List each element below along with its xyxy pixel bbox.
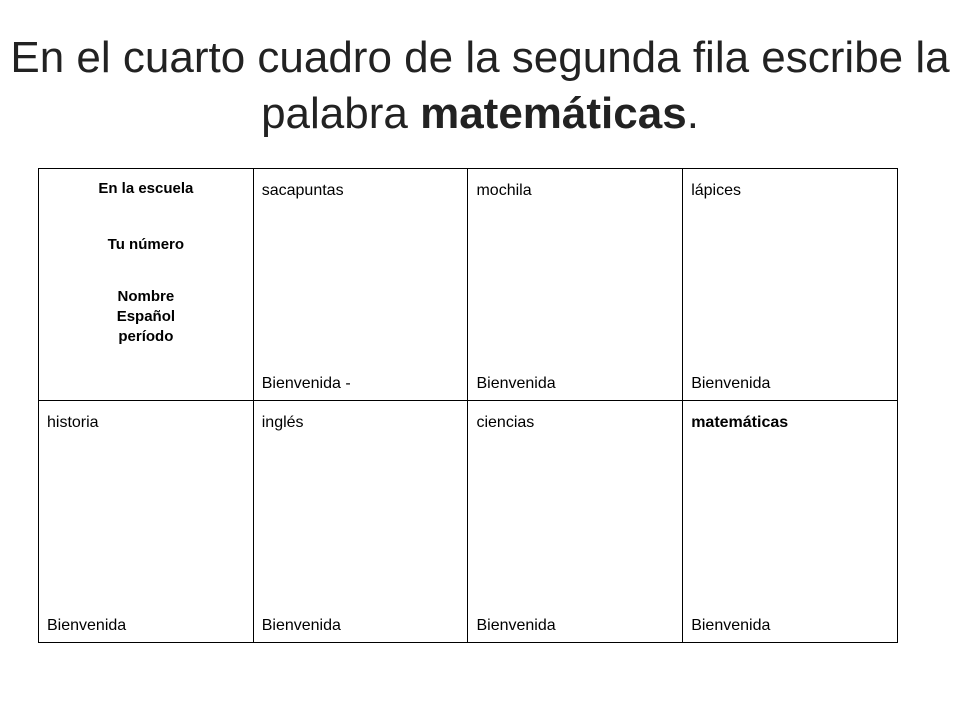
title-period: . — [686, 89, 699, 138]
info-line-school: En la escuela — [98, 180, 194, 197]
cell-word: mochila — [476, 182, 532, 199]
info-line-period: período — [118, 328, 174, 345]
cell-caption: Bienvenida — [691, 617, 771, 634]
cell-caption: Bienvenida — [47, 617, 127, 634]
cell-caption: Bienvenida — [691, 375, 771, 392]
table-cell — [683, 169, 898, 401]
table-cell — [253, 401, 468, 643]
table-cell — [253, 169, 468, 401]
cell-word: ciencias — [476, 414, 535, 431]
table-cell — [468, 169, 683, 401]
cell-word: sacapuntas — [261, 182, 344, 199]
cell-word: inglés — [261, 414, 304, 431]
cell-word-highlighted: matemáticas — [691, 414, 789, 431]
cell-caption: Bienvenida — [476, 617, 556, 634]
slide-title — [0, 30, 960, 142]
cell-word: historia — [47, 414, 99, 431]
title-bold-word: matemáticas — [420, 89, 687, 138]
table-row — [39, 169, 898, 401]
table-cell — [683, 401, 898, 643]
title-text: En el cuarto cuadro de la segunda fila escribe la palabra — [10, 33, 950, 138]
cell-caption: Bienvenida - — [261, 375, 351, 392]
info-line-number: Tu número — [107, 236, 185, 253]
cell-word: lápices — [691, 182, 742, 199]
table-cell — [39, 401, 254, 643]
info-cell — [39, 169, 254, 401]
info-cell-content — [39, 179, 253, 347]
cell-caption: Bienvenida — [476, 375, 556, 392]
table-cell — [468, 401, 683, 643]
table-row — [39, 401, 898, 643]
info-line-spanish: Español — [116, 308, 176, 325]
cell-caption: Bienvenida — [261, 617, 341, 634]
info-line-name: Nombre — [117, 288, 175, 305]
word-grid-table — [38, 168, 898, 643]
